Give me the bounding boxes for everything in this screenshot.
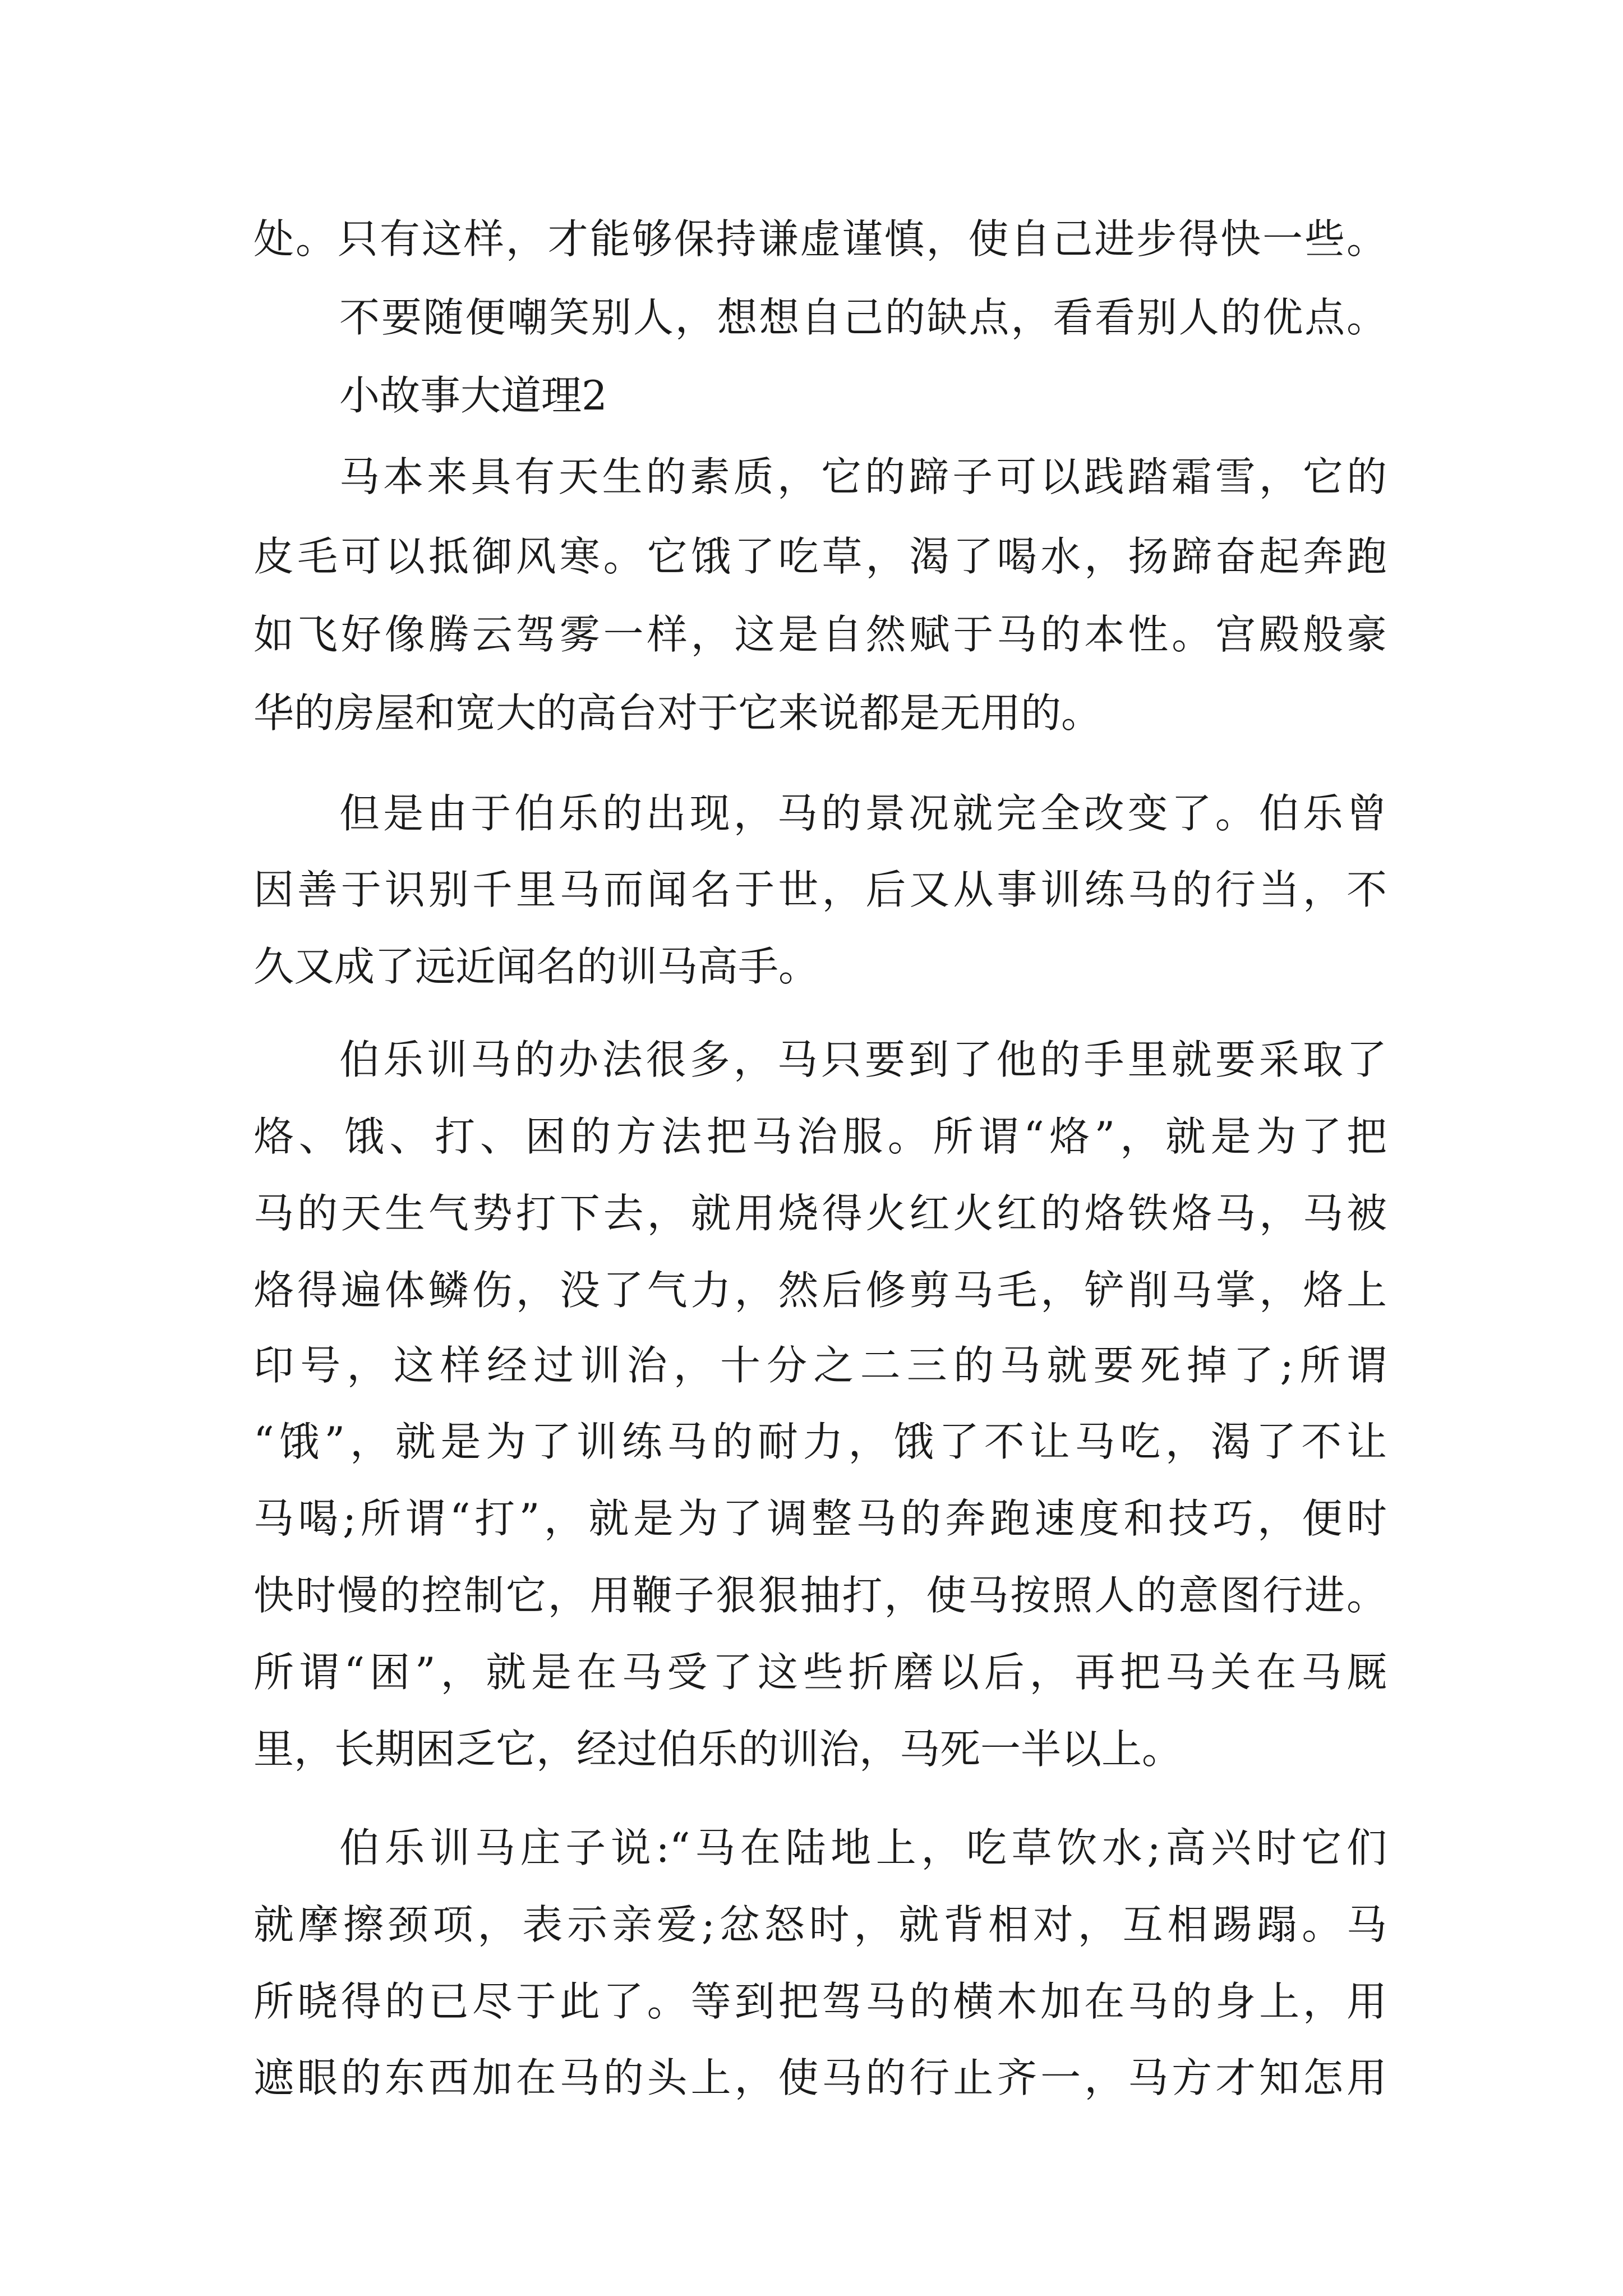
text-line: 烙得遍体鳞伤，没了气力，然后修剪马毛，铲削马掌，烙上 [253, 1267, 1387, 1314]
text-line: 里，长期困乏它，经过伯乐的训治，马死一半以上。 [253, 1726, 1183, 1773]
text-line: 伯乐训马庄子说:“马在陆地上，吃草饮水;高兴时它们 [339, 1824, 1387, 1871]
text-line: “饿”，就是为了训练马的耐力，饿了不让马吃，渴了不让 [253, 1418, 1387, 1465]
text-line: 马本来具有天生的素质，它的蹄子可以践踏霜雪，它的 [339, 453, 1387, 500]
text-line: 马喝;所谓“打”，就是为了调整马的奔跑速度和技巧，便时 [253, 1495, 1387, 1542]
text-line: 所谓“困”，就是在马受了这些折磨以后，再把马关在马厩 [253, 1649, 1387, 1696]
text-line: 皮毛可以抵御风寒。它饿了吃草，渴了喝水，扬蹄奋起奔跑 [253, 533, 1387, 580]
text-line: 快时慢的控制它，用鞭子狠狠抽打，使马按照人的意图行进。 [253, 1572, 1387, 1619]
text-line: 遮眼的东西加在马的头上，使马的行止齐一，马方才知怎用 [253, 2054, 1387, 2101]
text-line: 如飞好像腾云驾雾一样，这是自然赋于马的本性。宫殿般豪 [253, 611, 1387, 658]
text-line: 烙、饿、打、困的方法把马治服。所谓“烙”，就是为了把 [253, 1113, 1387, 1160]
text-line: 所晓得的已尽于此了。等到把驾马的横木加在马的身上，用 [253, 1978, 1387, 2025]
section-heading: 小故事大道理2 [339, 372, 607, 419]
text-line: 但是由于伯乐的出现，马的景况就完全改变了。伯乐曾 [339, 790, 1387, 837]
text-line: 处。只有这样，才能够保持谦虚谨慎，使自己进步得快一些。 [253, 215, 1387, 263]
text-line: 因善于识别千里马而闻名于世，后又从事训练马的行当，不 [253, 866, 1387, 913]
text-line: 马的天生气势打下去，就用烧得火红火红的烙铁烙马，马被 [253, 1190, 1387, 1237]
text-line: 印号，这样经过训治，十分之二三的马就要死掉了;所谓 [253, 1342, 1387, 1389]
text-line: 伯乐训马的办法很多，马只要到了他的手里就要采取了 [339, 1036, 1387, 1083]
text-line: 就摩擦颈项，表示亲爱;忿怒时，就背相对，互相踢蹋。马 [253, 1901, 1387, 1948]
text-line: 华的房屋和宽大的高台对于它来说都是无用的。 [253, 689, 1102, 737]
text-line: 不要随便嘲笑别人，想想自己的缺点，看看别人的优点。 [339, 294, 1387, 341]
text-line: 久又成了远近闻名的训马高手。 [253, 943, 819, 990]
